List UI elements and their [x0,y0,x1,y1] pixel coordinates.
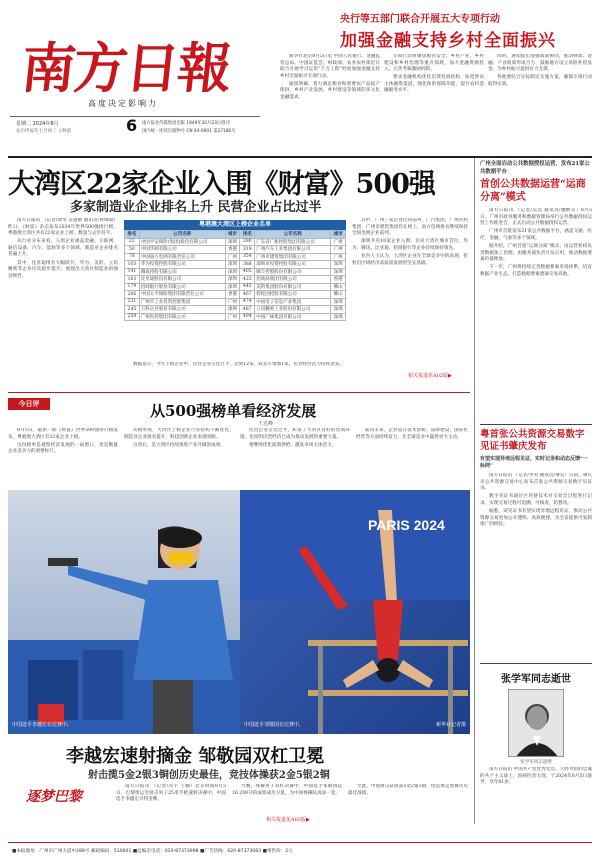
table-cell: 354 [240,253,255,261]
right-top-body: 南方日报讯 （记者/吴昊 通讯员/穗数宣）8月5日，广州市政务服务和数据管理局举行公共数据授权运营工作推进会，正式启动公共数据授权运营。 广州市首批发布21家公共数据平台，涵盖交通、医疗、金融、气象等多个领域。 据介绍，广州首创“运商分离”模式，由运营机构负责数据加工治理，由服务商负责开发应用，推动数据要素价值释放。 下一步，广州将持续完善数据要素市场体系，培育数据产业生态，打造数据要素流通交易高地。 [480,208,592,277]
table-cell: 78 [125,253,140,261]
photo-credit: 新华社记者摄 [435,722,466,728]
table-row [125,283,346,291]
main-body-col1: 南方日报讯 （记者/刘华 吴道励 通讯员/黄咏斌）昨日，《财富》杂志发布2024年世界500强排行榜，粤港澳大湾区共有22家企业上榜，数量与去年持平。 从行业分布来看，入围企业涵盖金融、互联网、通信设备、汽车、能源等多个领域，制造业企业排名普遍上升。 其中，比亚迪排名大幅跃升，华为、美的、立讯精密等企业位次稳步提升，展现出大湾区制造业的强劲韧性。 [8,218,118,279]
table-header-cell: 公司名称 [139,231,225,239]
caption-mid: 中国选手邹敬园在比赛中。 [244,722,305,728]
fortune-table [124,220,346,360]
right-column [480,158,592,824]
table-cell: 103 [125,261,140,269]
table-cell: 香港 [225,246,240,254]
date-line: 星期二 2024年8月 [16,121,59,127]
obituary-photo [508,689,564,757]
footer: ■本报地址：广州市广州大道中289号 邮政编码：510601 ■总编室电话：020-87373998 ■广告热线：020-87373083 ■零售价：2元 [12,849,293,854]
table-cell: 广州市工业投资控股集团 [139,298,225,306]
table-cell: 中国南方电网有限责任公司 [139,253,225,261]
table-row [125,313,346,321]
table-header-cell: 公司名称 [255,231,331,239]
main-body-col3: 其中，广州三家企业位居前列，广汽集团、广州医药集团、广州市建筑集团均在榜上，南方电网排名继续保持全国电网企业前列。 深圳共有10家企业入围，位居大湾区城市首位，华为、腾讯、比亚迪、招商银行等企业持续保持领先。 业内人士认为，大湾区企业在全球竞争中的表现，折射出区域经济高质量发展的坚实基础。 [352,218,468,266]
table-cell: 22 [125,238,140,246]
table-cell: 广州 [225,313,240,321]
table-cell: 立讯精密工业股份有限公司 [255,306,331,314]
table-cell: 467 [240,291,255,299]
issue-info: 国内统一连续出版物号 CN 44-0001 第27180号 [142,129,236,134]
table-row [125,246,346,254]
table-cell: 顺丰控股股份有限公司 [255,268,331,276]
table-row [125,291,346,299]
table-row [125,298,346,306]
table-cell: 中国华润有限公司 [139,246,225,254]
main-continue-note[interactable]: 相关报道见A02版▶ [408,373,452,379]
today-review-author: 王达峰 [258,421,274,427]
right-top-title: 首创公共数据运营“运商分离”模式 [480,179,586,203]
lead-body-col3: 同时，通知提出加强政策协同，推动财政、金融、产业政策形成合力，鼓励地方设立风险补偿基金，为乡村振兴提供有力支撑。 各地要结合实际制定实施方案，确保专项行动取得实效。 [488,54,592,87]
table-cell: 招商局集团有限公司 [255,276,331,284]
table-cell: 深圳 [331,268,346,276]
review-body-col3: 民营企业占比过半，彰显了大湾区良好的营商环境，也说明民营经济已成为推动发展的重要力量。 要继续优化政策供给，激发市场主体活力。 [240,428,350,448]
obituary-title: 张学军同志逝世 [501,674,571,685]
table-cell: 中国电子信息产业集团 [255,298,331,306]
table-cell: 佛山 [331,291,346,299]
table-header-cell: 城市 [331,231,346,239]
table-cell: 深圳 [331,261,346,269]
right-mid-subtitle: 有望实现异地远程见证，实时记录和动态反馈“一标网” [480,456,588,469]
table-cell: 445 [240,283,255,291]
table-cell: 香港 [331,276,346,284]
olympic-photo [8,490,470,734]
olympic-body-col1: 南方日报讯 （记者/冯宇 王楠）北京时间8月5日，巴黎奥运会射击男子25米手枪速射决赛中，中国选手李越宏夺得金牌。 [116,784,226,803]
table-cell: 广州 [225,253,240,261]
table-row [125,306,346,314]
lead-body-col2: 专项行动将聚焦粮食安全、乡村产业、乡村建设和乡村治理等重点领域，加大金融资源投入，完善考核激励机制。 要求金融机构优化信贷投放结构，拓宽涉农主体融资渠道，强化保险保障功能，提升农村金融服务水平。 [384,54,484,94]
right-top-kicker: 广州全面启动公共数据授权运营，发布21家公共数据平台 [480,161,590,175]
table-cell: 231 [125,298,140,306]
table-cell: 259 [125,313,140,321]
table-cell: 494 [240,313,255,321]
lead-body-col1: 新华社北京8月5日电 中国人民银行、金融监管总局、中国证监会、财政部、农业农村部近日联合开展学习运用“千万工程”经验加强金融支持乡村全面振兴专项行动。 通知明确，着力满足粮食和重要农产品稳产保供、乡村产业发展、乡村建设等领域的多元化金融需求。 [280,54,380,101]
table-cell: 广州汽车工业集团有限公司 [255,246,331,254]
table-cell: 招商银行股份有限公司 [139,283,225,291]
today-review-title: 从500强榜单看经济发展 [150,402,317,420]
olympic-body-col2: 当晚，体操男子双杠决赛中，中国选手邹敬园以16.200分的成绩成功卫冕，为中国体操队再添一金。 [232,784,342,796]
table-cell: 163 [125,276,140,284]
today-review-label: 今日评 [18,399,40,408]
table-header-cell: 排名 [240,231,255,239]
table-cell: 141 [125,268,140,276]
review-body-col1: 8月5日，最新一期《财富》世界500强排行榜发布，粤港澳大湾区有22家企业上榜。 这份榜单是观察经济发展的一扇窗口，也是衡量企业竞争力的重要标尺。 [8,428,118,455]
main-headline: 大湾区22家企业入围《财富》500强 [8,169,435,200]
main-body-col2: 数据显示，今年上榜企业中，民营企业占比过半，达到12家，较去年增加1家，民营经济活力持续迸发。 [133,362,344,367]
today-review-badge [8,398,50,410]
table-cell: 广州市建筑集团有限公司 [255,253,331,261]
caption-left: 中国选手李越宏在比赛中。 [12,722,73,728]
table-cell: 中国太平保险集团有限责任公司 [139,291,225,299]
table-header-cell: 城市 [225,231,240,239]
masthead [10,6,260,144]
table-cell: 广东省广新控股集团有限公司 [255,238,331,246]
table-cell: 美的集团股份有限公司 [255,283,331,291]
table-cell: 206 [125,291,140,299]
table-cell: 280 [240,238,255,246]
lead-title: 加强金融支持乡村全面振兴 [340,31,556,51]
table-title: 粤港澳大湾区上榜企业名单 [124,220,346,230]
table-row [125,276,346,284]
table-cell: 广州医药集团有限公司 [139,313,225,321]
olympic-headline: 李越宏速射摘金 邹敬园双杠卫冕 [66,746,325,767]
table-cell: 佛山 [331,283,346,291]
table-row [125,268,346,276]
table-cell: 比亚迪股份有限公司 [139,276,225,284]
table-cell: 深圳 [225,276,240,284]
olympic-continue-note[interactable]: 相关报道见A03版▶ [266,817,310,823]
table-cell: 319 [240,246,255,254]
table-cell: 474 [240,298,255,306]
table-cell: 深圳 [331,313,346,321]
fortune-table-grid [124,230,346,321]
table-cell: 487 [240,306,255,314]
table-cell: 华为投资控股有限公司 [139,261,225,269]
newspaper-logo: 南方日報 [18,36,233,100]
table-cell: 万科企业股份有限公司 [139,306,225,314]
table-cell: 广州 [331,246,346,254]
table-cell: 深圳市投资控股有限公司 [255,261,331,269]
right-mid-title: 粤首张公共资源交易数字见证书肇庆发布 [480,429,585,452]
lunar-date: 农历甲辰年七月初三 立秋前 [16,129,72,134]
review-body-col2: 从榜单看，大湾区上榜企业行业结构不断优化，制造业企业排名提升，科技创新企业表现亮眼。 这背后，是大湾区持续推进产业升级的成果。 [124,428,234,448]
day-number: 6 [126,116,138,135]
table-cell: 179 [125,283,140,291]
table-cell: 广州 [225,298,240,306]
olympic-subheadline: 射击揽5金2银3铜创历史最佳，竞技体操获2金5银2铜 [88,770,330,781]
table-cell: 388 [240,261,255,269]
table-cell: 405 [240,268,255,276]
table-cell: 中国平安保险(集团)股份有限公司 [139,238,225,246]
table-cell: 245 [125,306,140,314]
table-row [125,261,346,269]
table-row [125,253,346,261]
table-row [125,238,346,246]
review-body-col4: 面向未来，企业需在技术创新、品牌建设、国际化经营等方面持续发力，在全球竞争中赢得更大主动。 [356,428,468,440]
table-header-cell: 排名 [125,231,140,239]
olympic-logo: 逐梦巴黎 [26,789,82,805]
right-mid-body: 南方日报讯 （记者/李英 通讯员/肇宣）日前，肇庆市公共资源交易中心发布首张公共资源交易数字见证书。 数字见证书通过区块链技术对交易全过程进行记录，实现交易过程可追溯、可核查、防篡改。 据悉，该见证书有望实现异地远程见证，推动公共资源交易更加公开透明、高效便捷，为全省提供可复制推广的经验。 [480,473,592,528]
publisher-info: 南方报业传媒集团出版 1949年10月23日创刊 [142,121,230,126]
obituary-caption: 张学军同志遗像 [520,760,552,765]
table-cell: 深圳 [225,238,240,246]
main-subheadline: 多家制造业企业排名上升 民营企业占比过半 [70,200,322,215]
table-cell: 深圳 [225,306,240,314]
lead-story [280,10,592,160]
table-cell: 广州 [331,253,346,261]
table-cell: 50 [125,246,140,254]
table-cell: 深圳 [331,306,346,314]
photo-scene [8,490,470,734]
slogan: 高度决定影响力 [88,99,158,108]
table-cell: 广州 [331,238,346,246]
lead-kicker: 央行等五部门联合开展五大专项行动 [340,14,500,25]
table-cell: 碧桂园控股有限公司 [255,291,331,299]
table-cell: 423 [240,276,255,284]
paris-banner: PARIS 2024 [368,517,445,533]
table-cell: 深圳 [331,298,346,306]
table-cell: 深圳 [225,268,240,276]
table-cell: 中国广核集团有限公司 [255,313,331,321]
table-cell: 深圳 [225,261,240,269]
table-cell: 香港 [225,291,240,299]
table-cell: 腾讯控股有限公司 [139,268,225,276]
obituary-body: 南方日报讯 中国共产党优秀党员，久经考验的忠诚的共产主义战士，因病医治无效，于2024年8月5日逝世，享年81岁。 [480,767,592,786]
olympic-body-col3: 至此，中国射击队收获5金2银3铜，创造奥运参赛历史最佳战绩。 [348,784,468,796]
table-cell: 深圳 [225,283,240,291]
